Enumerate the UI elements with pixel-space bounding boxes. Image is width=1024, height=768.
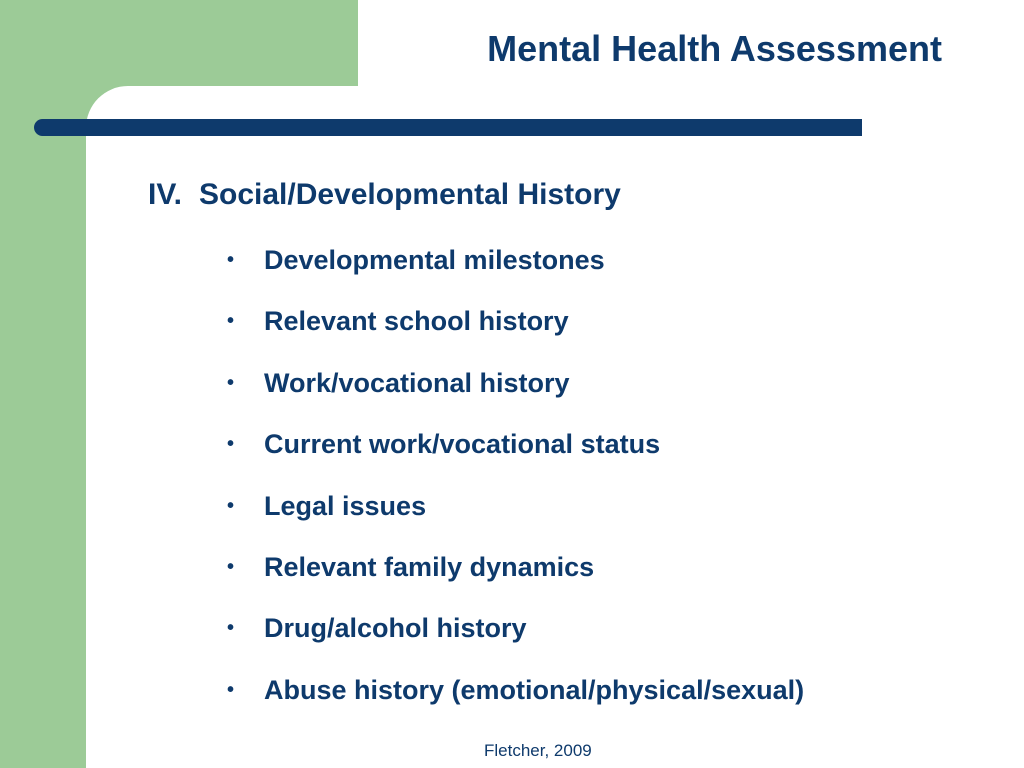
bullet-item bbox=[226, 365, 804, 426]
bullet-text: Relevant family dynamics bbox=[264, 551, 595, 582]
bullet-text: Legal issues bbox=[264, 490, 427, 521]
section-number: IV. bbox=[148, 178, 182, 211]
bullet-text: Developmental milestones bbox=[264, 245, 605, 275]
bullet-icon: • bbox=[227, 310, 235, 333]
bullet-item bbox=[226, 610, 804, 671]
bullet-item bbox=[226, 488, 804, 549]
bullet-icon: • bbox=[227, 433, 235, 456]
bullet-item bbox=[226, 549, 804, 610]
bullet-icon: • bbox=[227, 555, 235, 578]
footer-citation: Fletcher, 2009 bbox=[484, 741, 592, 760]
slide-title: Mental Health Assessment bbox=[487, 28, 942, 69]
bullet-item bbox=[226, 426, 804, 487]
bullet-icon: • bbox=[227, 494, 235, 517]
bullet-text: Current work/vocational status bbox=[264, 429, 661, 460]
bullet-icon: • bbox=[227, 249, 235, 271]
bullet-text: Drug/alcohol history bbox=[264, 613, 527, 644]
section-heading-text: Social/Developmental History bbox=[199, 178, 621, 211]
bullet-text: Relevant school history bbox=[264, 306, 569, 337]
bullet-icon: • bbox=[227, 371, 235, 394]
title-divider-bar bbox=[34, 119, 862, 136]
section-heading bbox=[148, 178, 621, 212]
bullet-item bbox=[226, 242, 804, 303]
bullet-text: Abuse history (emotional/physical/sexual) bbox=[264, 674, 805, 705]
bullet-icon: • bbox=[227, 617, 235, 640]
bullet-icon: • bbox=[227, 678, 235, 701]
bullet-item bbox=[226, 672, 804, 733]
bullet-list bbox=[226, 242, 804, 733]
bullet-text: Work/vocational history bbox=[264, 367, 570, 398]
bullet-item bbox=[226, 303, 804, 364]
